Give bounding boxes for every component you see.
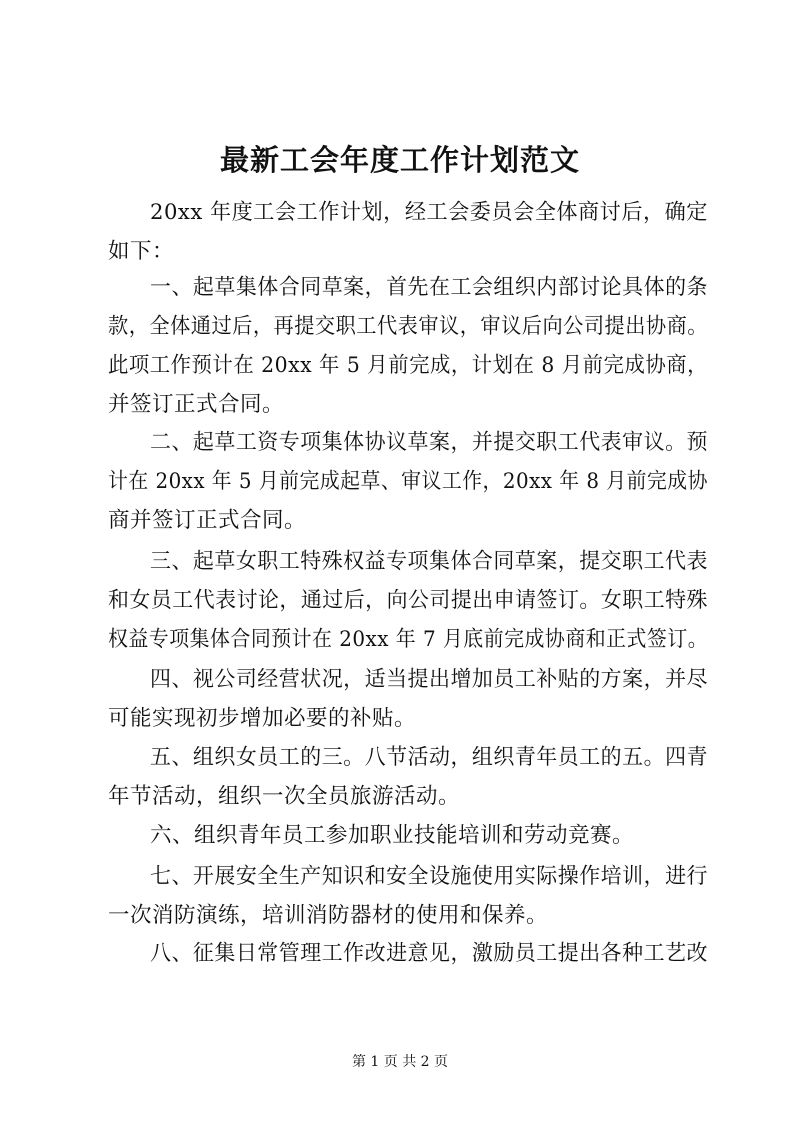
paragraph-4-line-1: 四、视公司经营状况，适当提出增加员工补贴的方案，并尽 [150,667,709,692]
paragraph-intro-line-2: 如下： [108,239,175,264]
paragraph-5-line-2: 年节活动，组织一次全员旅游活动。 [108,784,461,809]
paragraph-6-line-1: 六、组织青年员工参加职业技能培训和劳动竞赛。 [150,823,635,848]
paragraph-7-line-1: 七、开展安全生产知识和安全设施使用实际操作培训，进行 [150,864,709,889]
paragraph-3-line-2: 和女员工代表讨论，通过后，向公司提出申请签订。女职工特殊 [108,588,708,613]
paragraph-1-line-3: 此项工作预计在 20xx 年 5 月前完成，计划在 8 月前完成协商， [108,353,709,378]
paragraph-8-line-1: 八、征集日常管理工作改进意见，激励员工提出各种工艺改 [150,941,709,966]
paragraph-1-line-2: 款，全体通过后，再提交职工代表审议，审议后向公司提出协商。 [108,314,708,339]
paragraph-intro-line-1: 20xx 年度工会工作计划，经工会委员会全体商讨后，确定 [150,200,708,225]
paragraph-3-line-1: 三、起草女职工特殊权益专项集体合同草案，提交职工代表 [150,549,709,574]
paragraph-3-line-3: 权益专项集体合同预计在 20xx 年 7 月底前完成协商和正式签订。 [108,627,709,652]
page-footer: 第 1 页 共 2 页 [351,1054,449,1070]
paragraph-1-line-1: 一、起草集体合同草案，首先在工会组织内部讨论具体的条 [150,275,709,300]
document-title: 最新工会年度工作计划范文 [219,143,580,177]
paragraph-1-line-4: 并签订正式合同。 [108,392,285,417]
paragraph-7-line-2: 一次消防演练，培训消防器材的使用和保养。 [108,903,549,928]
paragraph-2-line-1: 二、起草工资专项集体协议草案，并提交职工代表审议。预 [150,430,709,455]
paragraph-5-line-1: 五、组织女员工的三。八节活动，组织青年员工的五。四青 [150,745,709,770]
paragraph-2-line-3: 商并签订正式合同。 [108,508,307,533]
paragraph-2-line-2: 计在 20xx 年 5 月前完成起草、审议工作，20xx 年 8 月前完成协 [108,469,708,494]
paragraph-4-line-2: 可能实现初步增加必要的补贴。 [108,706,417,731]
